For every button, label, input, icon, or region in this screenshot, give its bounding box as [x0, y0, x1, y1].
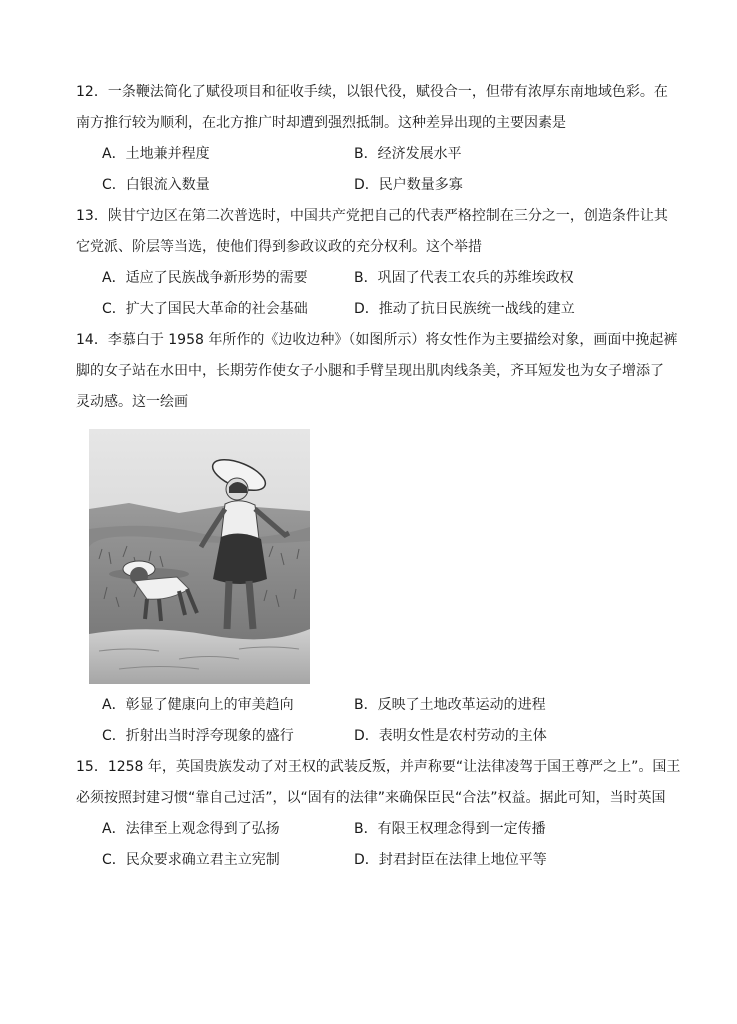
question-13-option-d[interactable]: D．推动了抗日民族统一战线的建立 — [354, 301, 575, 317]
question-15-option-c[interactable]: C．民众要求确立君主立宪制 — [102, 852, 280, 868]
question-12-stem-line-1: 12．一条鞭法简化了赋役项目和征收手续，以银代役，赋役合一，但带有浓厚东南地域色彩。在 — [76, 84, 668, 100]
question-13-option-b[interactable]: B．巩固了代表工农兵的苏维埃政权 — [354, 270, 574, 286]
painting-photo — [89, 429, 310, 684]
question-number: 12． — [76, 84, 108, 100]
question-12-option-c[interactable]: C．白银流入数量 — [102, 177, 210, 193]
question-14-option-c[interactable]: C．折射出当时浮夸现象的盛行 — [102, 728, 294, 744]
question-14-stem-line-3: 灵动感。这一绘画 — [76, 394, 188, 410]
question-14-option-d[interactable]: D．表明女性是农村劳动的主体 — [354, 728, 547, 744]
question-15-option-a[interactable]: A．法律至上观念得到了弘扬 — [102, 821, 280, 837]
question-13-stem-line-2: 它党派、阶层等当选，使他们得到参政议政的充分权利。这个举措 — [76, 239, 482, 255]
question-13-option-c[interactable]: C．扩大了国民大革命的社会基础 — [102, 301, 308, 317]
question-number: 15． — [76, 759, 108, 775]
question-12-option-d[interactable]: D．民户数量多寡 — [354, 177, 463, 193]
question-12-option-b[interactable]: B．经济发展水平 — [354, 146, 462, 162]
question-number: 14． — [76, 332, 108, 348]
question-12-option-a[interactable]: A．土地兼并程度 — [102, 146, 210, 162]
question-15-stem-line-2: 必须按照封建习惯“靠自己过活”，以“固有的法律”来确保臣民“合法”权益。据此可知，当时英国 — [76, 790, 666, 806]
question-15-option-d[interactable]: D．封君封臣在法律上地位平等 — [354, 852, 547, 868]
question-14-stem-line-2: 脚的女子站在水田中，长期劳作使女子小腿和手臂呈现出肌肉线条美，齐耳短发也为女子增添了 — [76, 363, 664, 379]
question-14-stem-line-1: 14．李慕白于 1958 年所作的《边收边种》（如图所示）将女性作为主要描绘对象，画面中挽起裤 — [76, 332, 678, 348]
question-14-option-a[interactable]: A．彰显了健康向上的审美趋向 — [102, 697, 294, 713]
question-number: 13． — [76, 208, 108, 224]
question-12-stem-line-2: 南方推行较为顺利，在北方推广时却遭到强烈抵制。这种差异出现的主要因素是 — [76, 115, 566, 131]
question-13-option-a[interactable]: A．适应了民族战争新形势的需要 — [102, 270, 308, 286]
question-13-stem-line-1: 13．陕甘宁边区在第二次普选时，中国共产党把自己的代表严格控制在三分之一，创造条件让其 — [76, 208, 668, 224]
question-15-option-b[interactable]: B．有限王权理念得到一定传播 — [354, 821, 546, 837]
question-14-option-b[interactable]: B．反映了土地改革运动的进程 — [354, 697, 546, 713]
painting-illustration — [89, 429, 310, 684]
question-15-stem-line-1: 15．1258 年，英国贵族发动了对王权的武装反叛，并声称要“让法律凌驾于国王尊严之上”。国王 — [76, 759, 681, 775]
